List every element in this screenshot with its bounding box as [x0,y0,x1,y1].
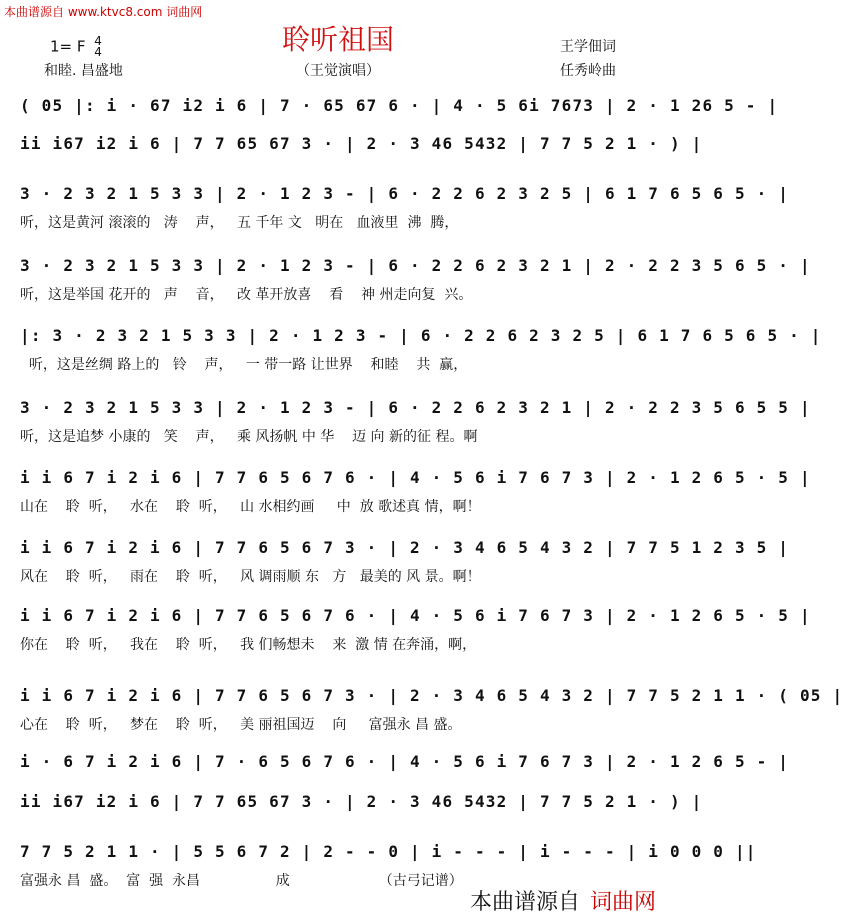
notes-line: 7 7 5 2 1 1 · | 5 5 6 7 2 | 2 - - 0 | i - - - | i - - - | i 0 0 0 || [20,842,757,861]
left-credit: 和睦. 昌盛地 [44,63,123,79]
singer-credit: （王觉演唱） [296,63,380,79]
notes-line: i · 6 7 i 2 i 6 | 7 · 6 5 6 7 6 · | 4 · 5 6 i 7 6 7 3 | 2 · 1 2 6 5 - | [20,752,790,771]
notes-line: i i 6 7 i 2 i 6 | 7 7 6 5 6 7 3 · | 2 · 3 4 6 5 4 3 2 | 7 7 5 1 2 3 5 | [20,538,790,557]
notes-line: ii i67 i2 i 6 | 7 7 65 67 3 · | 2 · 3 46 5432 | 7 7 5 2 1 · ) | [20,134,703,153]
lyrics-line: 山在 聆 听， 水在 聆 听， 山 水相约画 中 放 歌述真 情，啊！ [20,499,481,515]
notes-line: 3 · 2 3 2 1 5 3 3 | 2 · 1 2 3 - | 6 · 2 2 6 2 3 2 1 | 2 · 2 2 3 5 6 5 · | [20,256,811,275]
time-signature [94,36,102,58]
lyricist-credit: 王学佃词 [560,39,616,55]
lyrics-line: 听，这是丝绸 路上的 铃 声， 一 带一路 让世界 和睦 共 赢， [20,357,468,373]
lyrics-line: 听，这是举国 花开的 声 音， 改 革开放喜 看 神 州走向复 兴。 [20,287,473,303]
notes-line: 3 · 2 3 2 1 5 3 3 | 2 · 1 2 3 - | 6 · 2 2 6 2 3 2 5 | 6 1 7 6 5 6 5 · | [20,184,790,203]
lyrics-line: 听，这是追梦 小康的 笑 声， 乘 风扬帆 中 华 迈 向 新的征 程。啊 [20,429,478,445]
notes-line: ii i67 i2 i 6 | 7 7 65 67 3 · | 2 · 3 46 5432 | 7 7 5 2 1 · ) | [20,792,703,811]
notes-line: |: 3 · 2 3 2 1 5 3 3 | 2 · 1 2 3 - | 6 · 2 2 6 2 3 2 5 | 6 1 7 6 5 6 5 · | [20,326,822,345]
notes-line: i i 6 7 i 2 i 6 | 7 7 6 5 6 7 6 · | 4 · 5 6 i 7 6 7 3 | 2 · 1 2 6 5 · 5 | [20,606,811,625]
lyrics-line: 富强永 昌 盛。 富 强 永昌 成 （古弓记谱） [20,873,463,889]
bottom-watermark-site: 词曲网 [589,890,656,915]
key-signature [50,36,102,58]
time-top: 4 [94,34,102,48]
notes-line: i i 6 7 i 2 i 6 | 7 7 6 5 6 7 3 · | 2 · 3 4 6 5 4 3 2 | 7 7 5 2 1 1 · ( 05 | [20,686,843,705]
top-watermark: 本曲谱源自 www.ktvc8.com 词曲网 [4,5,203,19]
time-bottom: 4 [94,45,102,59]
lyrics-line: 听，这是黄河 滚滚的 涛 声， 五 千年 文 明在 血液里 沸 腾， [20,215,459,231]
lyrics-line: 风在 聆 听， 雨在 聆 听， 风 调雨顺 东 方 最美的 风 景。啊！ [20,569,481,585]
notes-line: ( 05 |: i · 67 i2 i 6 | 7 · 65 67 6 · | 4 · 5 6i 7673 | 2 · 1 26 5 - | [20,96,779,115]
composer-credit: 任秀岭曲 [560,63,616,79]
song-title: 聆听祖国 [281,23,394,56]
lyrics-line: 心在 聆 听， 梦在 聆 听， 美 丽祖国迈 向 富强永 昌 盛。 [20,717,462,733]
key-label: 1= F [50,37,86,56]
notes-line: i i 6 7 i 2 i 6 | 7 7 6 5 6 7 6 · | 4 · 5 6 i 7 6 7 3 | 2 · 1 2 6 5 · 5 | [20,468,811,487]
bottom-watermark-prefix: 本曲谱源自 [469,890,580,915]
bottom-watermark [470,885,656,916]
lyrics-line: 你在 聆 听， 我在 聆 听， 我 们畅想未 来 激 情 在奔涌，啊， [20,637,477,653]
notes-line: 3 · 2 3 2 1 5 3 3 | 2 · 1 2 3 - | 6 · 2 2 6 2 3 2 1 | 2 · 2 2 3 5 6 5 5 | [20,398,811,417]
